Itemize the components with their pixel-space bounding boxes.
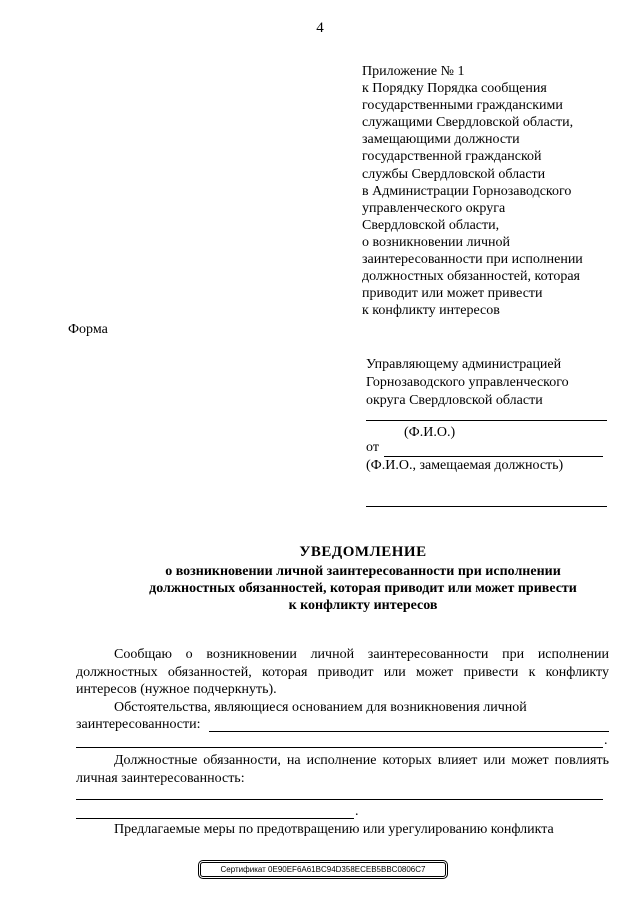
appendix-line: в Администрации Горнозаводского [362, 183, 572, 199]
certificate-stamp: Сертификат 0E90EF6A61BC94D358ECEB5BBC0806C7 [200, 862, 446, 877]
addressee-block [366, 356, 611, 410]
page-number: 4 [316, 20, 324, 36]
addressee-fio-line[interactable] [366, 420, 607, 421]
appendix-line: к конфликту интересов [362, 303, 500, 319]
addressee-line: округа Свердловской области [366, 393, 543, 408]
sender-caption: (Ф.И.О., замещаемая должность) [366, 458, 564, 473]
duties-line-1[interactable] [76, 799, 603, 800]
appendix-line: приводит или может привести [362, 286, 543, 302]
appendix-line: Свердловской области, [362, 217, 500, 233]
title-main: УВЕДОМЛЕНИЕ [299, 544, 427, 560]
title-line: должностных обязанностей, которая приводит или может привести [149, 581, 577, 596]
appendix-line: службы Свердловской области [362, 166, 546, 182]
appendix-line: государственными гражданскими [362, 98, 563, 114]
paragraph-measures: Предлагаемые меры по предотвращению или урегулированию конфликта [114, 822, 554, 837]
addressee-line: Горнозаводского управленческого [366, 375, 569, 390]
paragraph-duties: Должностные обязанности, на исполнение которых влияет или может повлиять личная заинтересованность: [76, 753, 609, 786]
document-title [76, 544, 640, 614]
appendix-line: управленческого округа [362, 200, 506, 216]
appendix-line: государственной гражданской [362, 149, 542, 165]
appendix-line: заинтересованности при исполнении [362, 252, 583, 268]
paragraph-circumstances: Обстоятельства, являющиеся основанием для возникновения личной [114, 700, 527, 715]
form-label: Форма [68, 322, 108, 337]
appendix-line: Приложение № 1 [362, 64, 465, 79]
from-label: от [366, 440, 379, 455]
appendix-line: должностных обязанностей, которая [362, 269, 580, 285]
appendix-block [362, 63, 632, 319]
fio-caption: (Ф.И.О.) [404, 425, 456, 440]
appendix-line: о возникновении личной [362, 234, 511, 250]
circumstances-line-1[interactable] [209, 731, 609, 732]
appendix-line: замещающими должности [362, 132, 520, 148]
duties-period: . [355, 804, 359, 819]
circumstances-line-2[interactable] [76, 747, 603, 748]
addressee-line: Управляющему администрацией [366, 357, 562, 372]
circumstances-label: заинтересованности: [76, 717, 201, 732]
duties-line-2[interactable] [76, 818, 354, 819]
title-line: о возникновении личной заинтересованности при исполнении [165, 564, 561, 579]
circumstances-period: . [604, 733, 608, 748]
paragraph-report: Сообщаю о возникновении личной заинтересованности при исполнении должностных обязанностей, которая приводит или может привести к конфликту интересов (нужное подчеркнуть). [76, 647, 609, 697]
appendix-line: служащими Свердловской области, [362, 115, 574, 131]
title-line: к конфликту интересов [288, 598, 438, 613]
sender-extra-line[interactable] [366, 506, 607, 507]
sender-line[interactable] [384, 456, 603, 457]
appendix-line: к Порядку Порядка сообщения [362, 81, 547, 97]
